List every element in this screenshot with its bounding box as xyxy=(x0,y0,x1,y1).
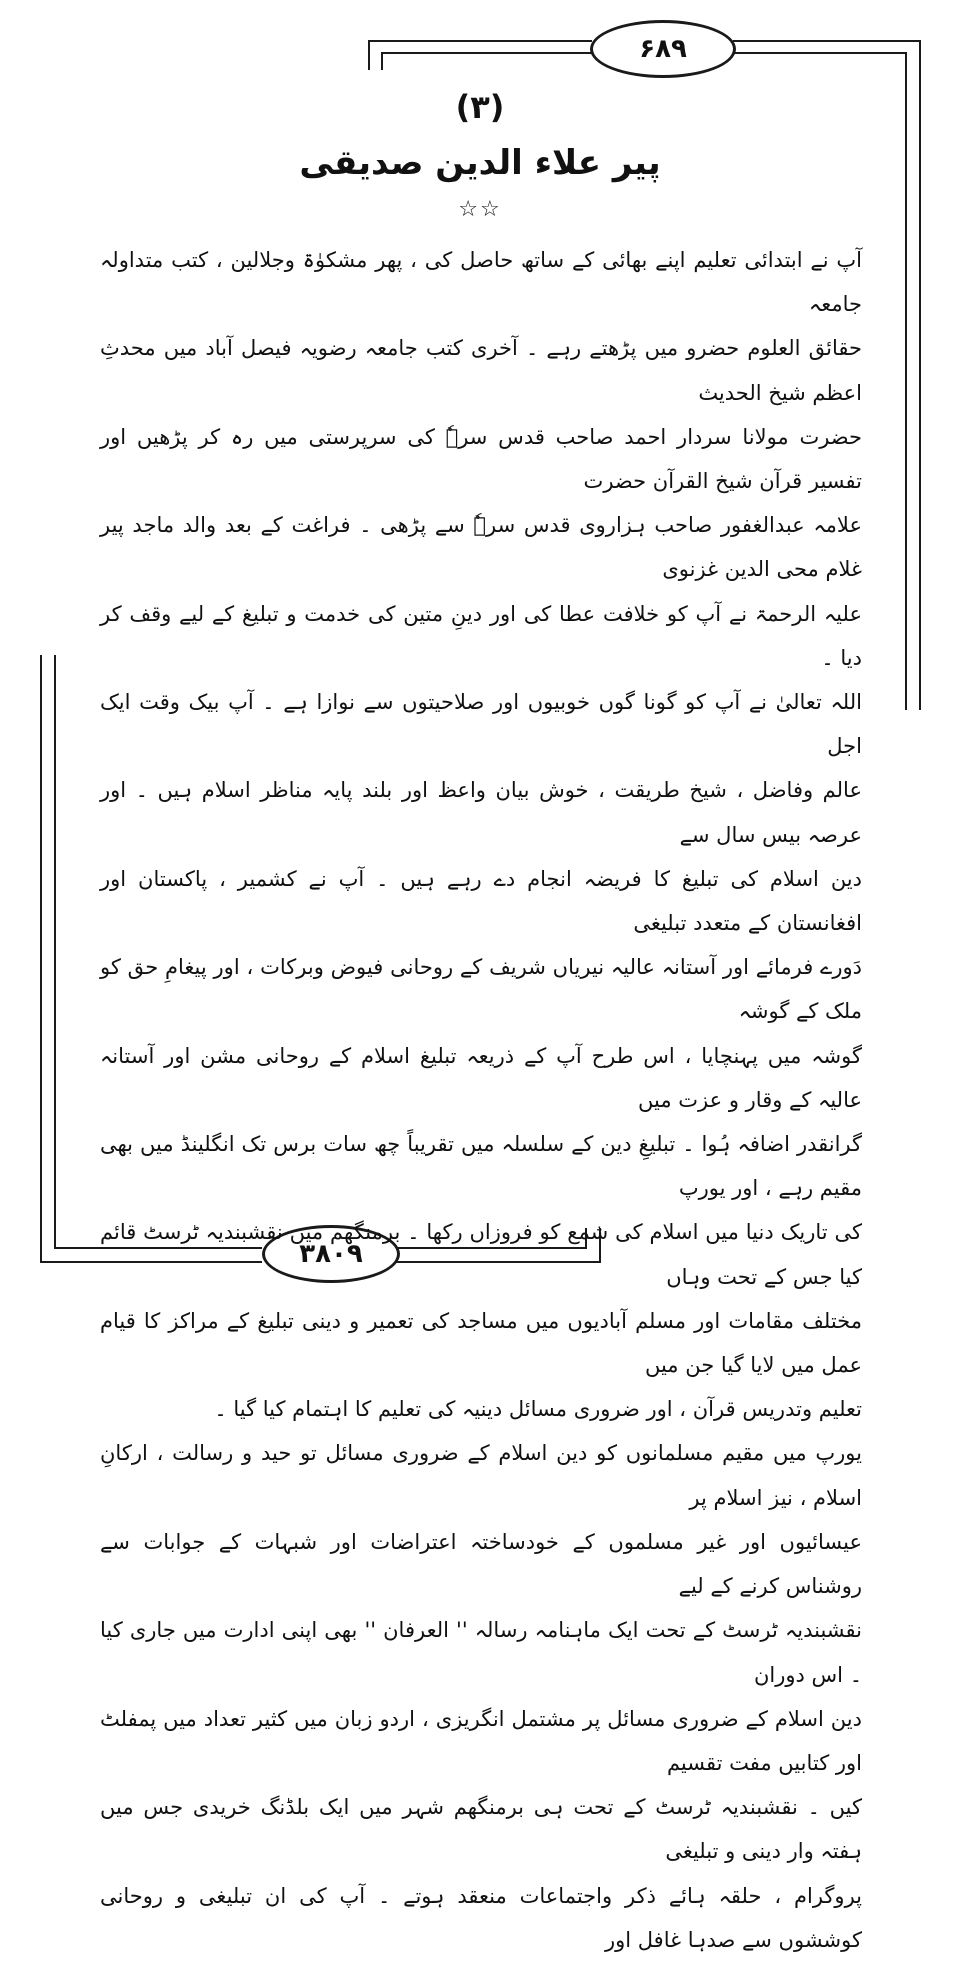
frame-inner-top-line xyxy=(381,52,592,54)
text-line: علیہ الرحمۃ نے آپ کو خلافت عطا کی اور دینِ متین کی خدمت و تبلیغ کے لیے وقف کر دیا ۔ xyxy=(100,601,862,670)
frame-outer-left-line xyxy=(40,655,42,1263)
text-line: تعلیم وتدریس قرآن ، اور ضروری مسائل دینیہ کی تعلیم کا اہتمام کیا گیا ۔ xyxy=(214,1397,862,1422)
frame-inner-left-line xyxy=(54,655,56,1249)
paragraph xyxy=(100,1431,862,1961)
star-ornament: ☆☆ xyxy=(458,197,502,222)
frame-inner-left-line xyxy=(381,52,383,70)
text-line: کیں ۔ نقشبندیہ ٹرسٹ کے تحت ہی برمنگھم شہر میں ایک بلڈنگ خریدی جس میں ہفتہ وار دینی و تبلیغی xyxy=(100,1795,862,1864)
frame-outer-top-line xyxy=(368,40,592,42)
text-line: دَورے فرمائے اور آستانہ عالیہ نیریاں شریف کے روحانی فیوض وبرکات ، اور پیغامِ حق کو ملک کے گوشہ xyxy=(100,955,862,1024)
text-line: دین اسلام کے ضروری مسائل پر مشتمل انگریزی ، اردو زبان میں کثیر تعداد میں پمفلٹ اور کتابیں مفت تقسیم xyxy=(100,1706,862,1775)
text-line: حضرت مولانا سردار احمد صاحب قدس سرہٗ کی سرپرستی میں رہ کر پڑھیں اور تفسیر قرآن شیخ القرآن حضرت xyxy=(100,424,862,494)
top-page-number: ۶۸۹ xyxy=(590,20,736,78)
text-line: کی تاریک دنیا میں اسلام کی شمع کو فروزاں رکھا ۔ برمنگھم میں نقشبندیہ ٹرسٹ قائم کیا جس کے تحت وہاں xyxy=(100,1220,862,1289)
text-line: یورپ میں مقیم مسلمانوں کو دین اسلام کے ضروری مسائل تو حید و رسالت ، ارکانِ اسلام ، نیز اسلام پر xyxy=(100,1441,862,1510)
chapter-title: پیر علاء الدین صدیقی xyxy=(299,143,661,183)
text-line: عالم وفاضل ، شیخ طریقت ، خوش بیان واعظ اور بلند پایہ مناظر اسلام ہیں ۔ اور عرصہ بیس سال سے xyxy=(100,778,862,847)
body-text xyxy=(100,238,862,1962)
frame-inner-top-line xyxy=(733,52,907,54)
text-line: پروگرام ، حلقہ ہائے ذکر واجتماعات منعقد ہوتے ۔ آپ کی ان تبلیغی و روحانی کوششوں سے صدہا غافل اور xyxy=(100,1883,862,1952)
text-line: آپ نے ابتدائی تعلیم اپنے بھائی کے ساتھ حاصل کی ، پھر مشکوٰۃ وجلالین ، کتب متداولہ جامعہ xyxy=(100,248,862,317)
text-line: گوشہ میں پہنچایا ، اس طرح آپ کے ذریعہ تبلیغ اسلام کے روحانی مشن اور آستانہ عالیہ کے وقار و عزت میں xyxy=(100,1043,862,1112)
chapter-number: (۳) xyxy=(455,88,505,126)
text-line: مختلف مقامات اور مسلم آبادیوں میں مساجد کی تعمیر و دینی تبلیغ کے مراکز کا قیام عمل میں لایا گیا جن میں xyxy=(100,1308,862,1378)
frame-outer-top-line xyxy=(733,40,921,42)
text-line: حقائق العلوم حضرو میں پڑھتے رہے ۔ آخری کتب جامعہ رضویہ فیصل آباد میں محدثِ اعظم شیخ الحدیث xyxy=(100,336,862,405)
text-line: نقشبندیہ ٹرسٹ کے تحت ایک ماہنامہ رسالہ '' العرفان '' بھی اپنی ادارت میں جاری کیا ۔ اس دوران xyxy=(100,1618,862,1687)
frame-outer-left-line xyxy=(368,40,370,70)
frame-outer-right-line xyxy=(919,40,921,710)
bottom-page-number: ۳۸۰۹ xyxy=(262,1225,400,1283)
paragraph xyxy=(100,680,862,1431)
text-line: علامہ عبدالغفور صاحب ہزاروی قدس سرہٗ سے پڑھی ۔ فراغت کے بعد والد ماجد پیر غلام محی الدین غزنوی xyxy=(100,513,862,582)
text-line: اللہ تعالیٰ نے آپ کو گونا گوں خوبیوں اور صلاحیتوں سے نوازا ہے ۔ آپ بیک وقت ایک اجل xyxy=(100,690,862,759)
text-line: دین اسلام کی تبلیغ کا فریضہ انجام دے رہے ہیں ۔ آپ نے کشمیر ، پاکستان اور افغانستان کے متعدد تبلیغی xyxy=(100,866,862,936)
text-line: گرانقدر اضافہ ہُوا ۔ تبلیغِ دین کے سلسلہ میں تقریباً چھ سات برس تک انگلینڈ میں بھی مقیم رہے ، اور یورپ xyxy=(100,1132,862,1201)
paragraph xyxy=(100,238,862,680)
text-line: عیسائیوں اور غیر مسلموں کے خودساختہ اعتراضات اور شبہات کے جوابات سے روشناس کرنے کے لیے xyxy=(100,1529,862,1599)
